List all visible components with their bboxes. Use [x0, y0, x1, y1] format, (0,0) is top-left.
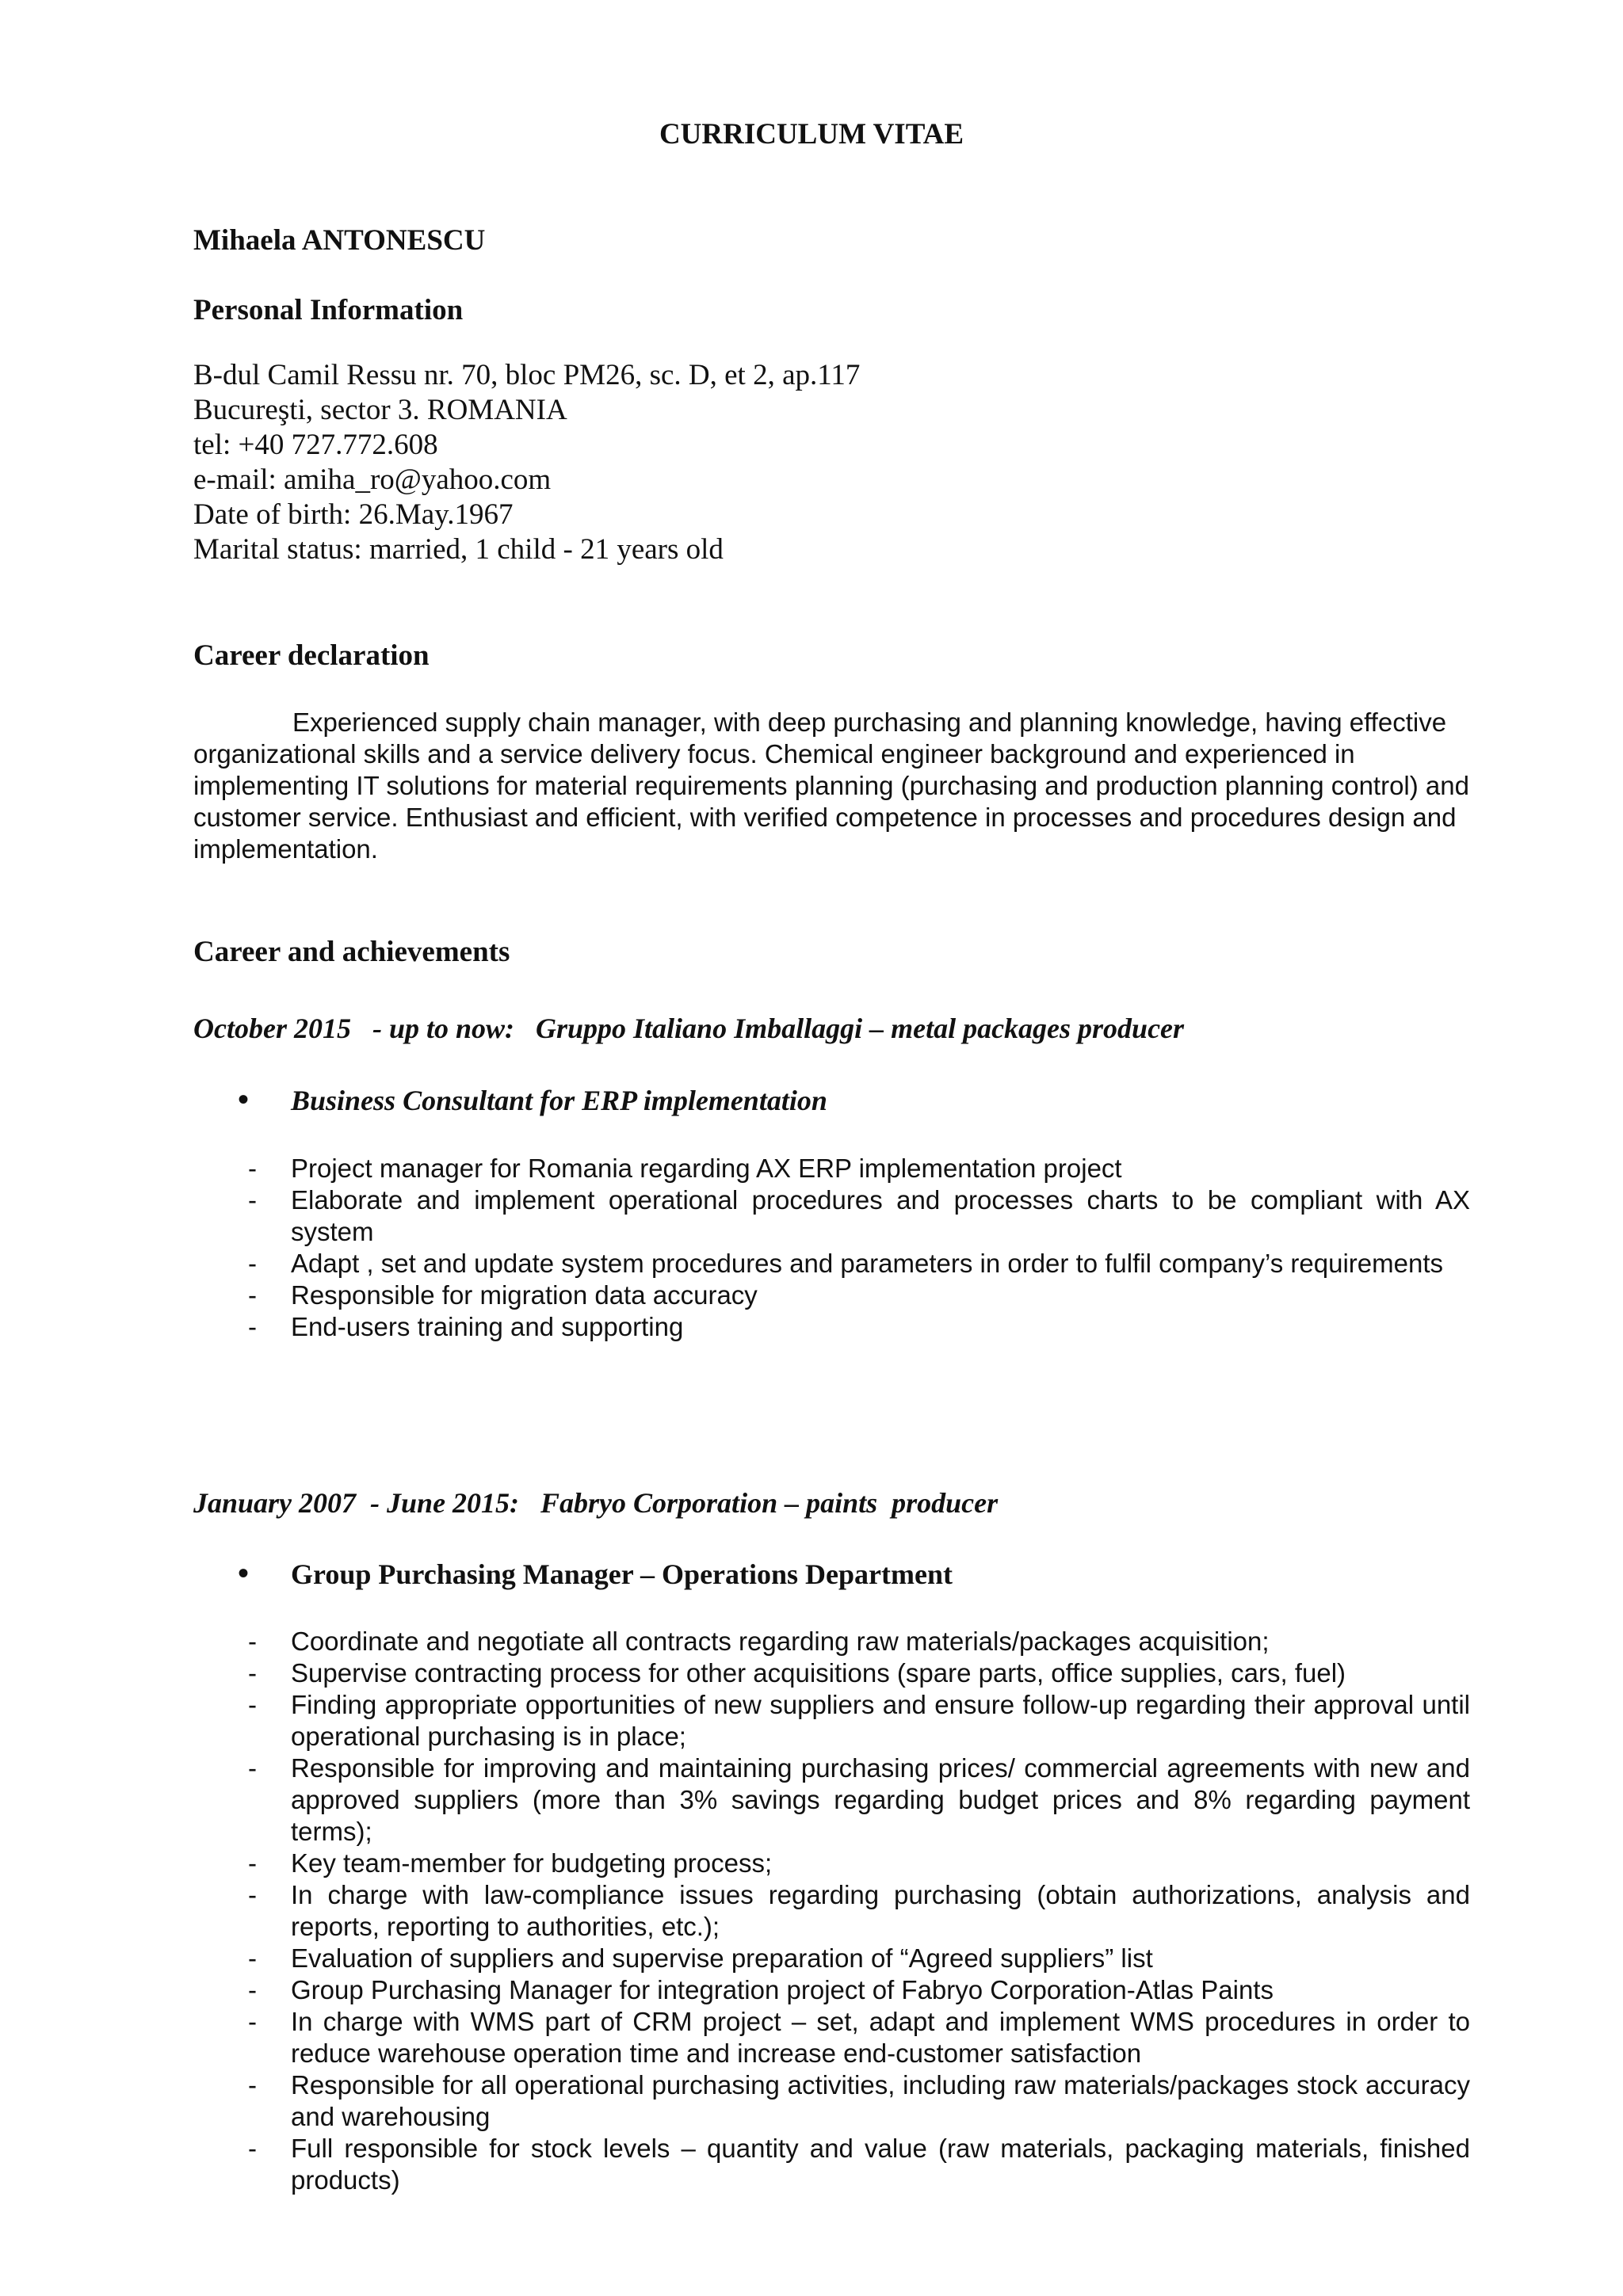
list-item: - Supervise contracting process for other acquisitions (spare parts, office supplies, cars, fuel) [248, 1658, 1346, 1688]
list-item: - Adapt , set and update system procedures and parameters in order to fulfil company’s requirements [248, 1249, 1443, 1278]
career-declaration-body: Experienced supply chain manager, with deep purchasing and planning knowledge, having effective organizational skills and a service delivery focus. Chemical engineer background and experienced in implementing IT solutions for material requirements planning (purchasing and production planning control) and customer service. Enthusiast and efficient, with verified competence in processes and procedures design and implementation. [193, 707, 1469, 864]
list-item: - Evaluation of suppliers and supervise preparation of “Agreed suppliers” list [248, 1943, 1153, 1973]
job-period-1: October 2015 - up to now: Gruppo Italiano Imballaggi – metal packages producer [193, 1013, 1185, 1044]
job-period-2: January 2007 - June 2015: Fabryo Corporation – paints producer [193, 1487, 999, 1519]
personal-information-block [193, 358, 860, 567]
list-item: - Elaborate and implement operational procedures and processes charts to be compliant with AX system [248, 1185, 1470, 1246]
dash-icon: - [248, 2070, 257, 2100]
document-title: CURRICULUM VITAE [659, 118, 964, 151]
date-of-birth: Date of birth: 26.May.1967 [193, 498, 514, 531]
job-role-1-title: Business Consultant for ERP implementation [291, 1085, 827, 1116]
dash-icon: - [248, 1185, 257, 1215]
dash-icon: - [248, 1249, 257, 1278]
dash-icon: - [248, 1154, 257, 1183]
candidate-name: Mihaela ANTONESCU [193, 224, 486, 257]
personal-information-heading: Personal Information [193, 294, 464, 326]
dash-icon: - [248, 2134, 257, 2163]
list-item: - Project manager for Romania regarding AX ERP implementation project [248, 1154, 1122, 1183]
job-role-2-title: Group Purchasing Manager – Operations Department [291, 1558, 953, 1590]
list-item: - Full responsible for stock levels – quantity and value (raw materials, packaging materials, finished products) [248, 2134, 1470, 2195]
dash-icon: - [248, 1312, 257, 1341]
address-line-2: Bucureşti, sector 3. ROMANIA [193, 394, 567, 426]
list-item: - End-users training and supporting [248, 1312, 684, 1341]
dash-icon: - [248, 1848, 257, 1878]
bullet-icon: • [238, 1081, 250, 1117]
list-item: - Responsible for improving and maintaining purchasing prices/ commercial agreements with new and approved suppliers (more than 3% savings regarding budget prices and 8% regarding payment terms); [248, 1753, 1470, 1846]
list-item: - Responsible for all operational purchasing activities, including raw materials/packages stock accuracy and warehousing [248, 2070, 1470, 2131]
dash-icon: - [248, 2007, 257, 2036]
list-item: - In charge with law-compliance issues regarding purchasing (obtain authorizations, analysis and reports, reporting to authorities, etc.); [248, 1880, 1470, 1941]
dash-icon: - [248, 1753, 257, 1783]
email: e-mail: amiha_ro@yahoo.com [193, 463, 552, 496]
career-achievements-heading: Career and achievements [193, 936, 510, 968]
telephone: tel: +40 727.772.608 [193, 429, 438, 461]
address-line-1: B-dul Camil Ressu nr. 70, bloc PM26, sc. D, et 2, ap.117 [193, 359, 861, 391]
list-item: - Key team-member for budgeting process; [248, 1848, 773, 1878]
dash-icon: - [248, 1280, 257, 1310]
list-item: - Finding appropriate opportunities of new suppliers and ensure follow-up regarding their approval until operational purchasing is in place; [248, 1690, 1470, 1751]
bullet-icon: • [238, 1555, 250, 1591]
job-2-responsibilities [238, 1626, 1470, 2196]
list-item: - Responsible for migration data accuracy [248, 1280, 758, 1310]
dash-icon: - [248, 1880, 257, 1909]
dash-icon: - [248, 1627, 257, 1656]
job-1-responsibilities [238, 1153, 1470, 1343]
list-item: - Coordinate and negotiate all contracts regarding raw materials/packages acquisition; [248, 1627, 1270, 1656]
career-declaration-heading: Career declaration [193, 639, 430, 672]
dash-icon: - [248, 1658, 257, 1688]
dash-icon: - [248, 1690, 257, 1719]
list-item: - Group Purchasing Manager for integration project of Fabryo Corporation-Atlas Paints [248, 1975, 1274, 2004]
marital-status: Marital status: married, 1 child - 21 years old [193, 533, 724, 566]
dash-icon: - [248, 1943, 257, 1973]
career-declaration-text [193, 707, 1477, 865]
dash-icon: - [248, 1975, 257, 2004]
list-item: - In charge with WMS part of CRM project – set, adapt and implement WMS procedures in order to reduce warehouse operation time and increase end-customer satisfaction [248, 2007, 1470, 2068]
